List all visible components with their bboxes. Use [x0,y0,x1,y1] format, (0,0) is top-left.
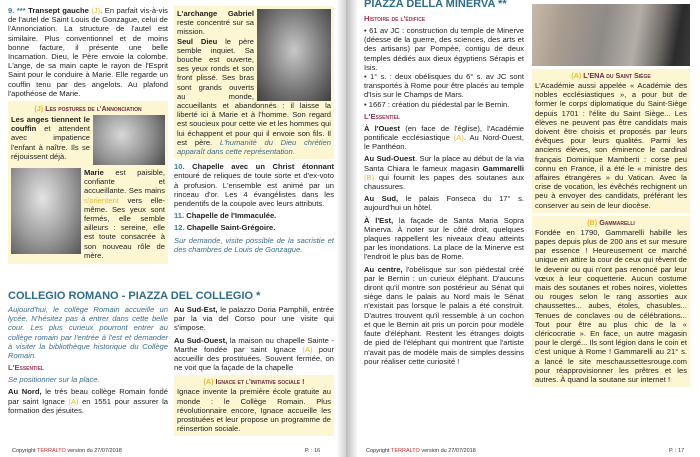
left-page-column-2-top [174,6,334,257]
gabriel-paragraph: L'archange Gabriel reste concentré sur sa mission. [177,9,254,37]
page-17 [346,0,700,457]
histoire-list [364,26,524,109]
ena-box-text: L'Académie aussi appelée « Académie des nobles ecclésiastiques », a pour but de former le corps diplomatique du Saint-Siège depuis 1701 : l'élite du Saint Siège... Les élèves ne peuvent pas être candidats mais doivent être choisis et proposés par leurs évêques pour leurs qualités. Parmi les anciens élèves, son éminence le cardinal français Dominique Mamberti : corse peu connu en France, il a été le « ministre des affaires étrangères » du Vatican. Avec la crise de vocation, les évêchés rechignent un peu à envoyer des candidats, préférant les conserver au sein de leur diocèse. [535,81,687,210]
footer-copyright-right: Copyright TERRALTO version du 27/07/2018 [366,448,476,454]
page-number-left: P. : 16 [305,448,321,454]
gutter-shadow [336,0,346,457]
annonciation-box [8,101,168,264]
annonciation-box-title: (J) Les postures de l'Annonciation [34,104,142,114]
right-page-column-1 [364,0,524,369]
elephant-obelisk-photo [532,4,690,66]
dieu-paragraph: Seul Dieu le père semble inquiet. Sa bouche est ouverte, ses yeux ronds et son front plissé. Ses bras sont grands ouverts au monde, accueillants et abandonnés : il laisse la liberté ici à Marie et à l'homme. Son regard est soucieux pour cette vie et les hommes qui lui échappent et pour qui il envoie son fils. Il est père. L'humanité du Dieu chrétien apparaît dans cette représentation. [177,36,331,157]
page-16 [0,0,346,457]
ignace-box [174,375,334,436]
collegio-essentiel-label: L'Essentiel [8,363,44,373]
minerva-sud: Au Sud, le palais Fonseca du 17° s. aujourd'hui un hôtel. [364,194,524,213]
ena-box-title: (A) L'ENA du Saint Siège [571,71,651,80]
page-number-right: P. : 17 [669,448,685,454]
anges-paragraph: Les anges tiennent le couffin et attendent avec impatience l'enfant à naître. Ils se réjouissent déjà. [11,115,165,165]
histoire-item: • 1667 : création du piédestal par le Bernin. [364,99,510,109]
minerva-est: À l'Est, la façade de Santa Maria Sopra Minerva. À noter sur le côté droit, quelques plaques rappellent les niveaux d'eau atteints par les inondations. La place de la Minerve est l'endroit le plus bas de Rome. [364,215,524,262]
minerva-centre: Au centre, l'obélisque sur son piédestal créé par le Bernin : un curieux éléphant. D'aucuns diront qu'il montre son postérieur au Sénat qui siège dans le palais au Nord mais le Sénat n'existait pas lorsque le palais a été construit. D'autres trouvent qu'il ressemble à un cochon et que le Bernin ait pris un porcin pour modèle faute d'éléphant. Restent les étranges doigts de pied de l'éléphant qui montrent que l'artiste n'avait pas de modèle mais de simples dessins pour réaliser cette curiosité ! [364,264,524,366]
collegio-column-1 [8,305,168,418]
collegio-heading: COLLEGIO ROMANO - PIAZZA DEL COLLEGIO * [8,290,261,302]
ignace-box-title: (A) Ignace et l'initiative sociale ! [203,377,305,387]
minerva-ouest: À l'Ouest (en face de l'église), l'Académie pontificale ecclésiastique (A). Au Nord-Ouest, le Panthéon. [364,123,524,152]
collegio-column-2 [174,305,334,439]
marie-paragraph: Marie est paisible, confiante et accueillante. Ses mains s'orientent vers elle-même. Ses yeux sont fermés, elle semble ailleurs : sereine, elle est toute consacrée à son nouveau rôle de mère. [11,168,165,260]
histoire-item: • 1° s. : deux obélisques du 6° s. av JC sont transportés à Rome pour être placés au temple d'Isis sur le Champs de Mars. [364,72,524,100]
collegio-intro: Aujourd'hui, le collège Romain accueille un lycée. N'hésitez pas à entrer dans cette belle cour. Les plus curieux pourront entrer au collège romain par l'entrée à l'est et demander à visiter la bibliothèque historique du Collège Romain. [8,305,168,361]
histoire-label: Histoire de l'édifice [364,14,426,23]
minerva-essentiel-label: L'Essentiel [364,111,400,121]
item-11-immaculee: 11. Chapelle de l'Immaculée. [174,211,277,221]
histoire-item: • 61 av JC : construction du temple de Minerve (déesse de la guerre, des sciences, des arts et des artisans) par Pompée, contigu de deux temples dédiés aux dieux égyptiens Sérapis et Isis. [364,26,524,72]
collegio-nord: Au Nord, le très beau collège Romain fondé par saint Ignace (A) en 1551 pour assurer la formation des jésuites. [8,387,168,415]
collegio-sud-est: Au Sud-Est, le palazzo Doria Pamphili, entrée par la via del Corso pour une visite qui s'impose. [174,305,335,333]
sacristie-note: Sur demande, visite possible de la sacristie et des chambres de Louis de Gonzague. [174,235,334,254]
item-10-chapelle-christ: 10. Chapelle avec un Christ étonnant entouré de reliques de toute sorte et d'ex-voto à profusion. L'ensemble est animé par un rinceau d'or. Les 4 évangélistes dans les pendentifs de la coupole avec leurs attributs. [174,162,334,209]
gutter-shadow [346,0,358,457]
collegio-sud-ouest: Au Sud-Ouest, la maison ou chapelle Sainte -Marthe fondée par saint Ignace (A) pour accueillir des prostituées. Souvent fermée, on ne voit que la façade de la chapelle [174,335,335,373]
left-page-column-1-top [8,6,168,267]
gammarelli-box-title: (B) Gammarelli [587,217,635,227]
annonciation-box-continued [174,6,334,159]
minerva-heading: PIAZZA DELLA MINERVA ** [364,0,507,10]
angels-photo [93,115,165,165]
footer-copyright-left: Copyright TERRALTO version du 27/07/2018 [12,448,122,454]
minerva-sud-ouest: Au Sud-Ouest. Sur la place au début de la via Santa Chiara le fameux magasin Gammarelli (B) qui fournit les papes des soutanes aux chaussures. [364,154,525,192]
ignace-box-text: Ignace invente la première école gratuite au monde : le Collège Romain. Plus révolutionnaire encore, Ignace accueille les prostituées et leur propose un programme de réinsertion sociale. [177,387,331,434]
gammarelli-box-text: Fondée en 1790, Gammarelli habille les papes depuis plus de 200 ans et sur mesure par essence ! Heureusement ce marché unique en attire la cour de ceux qui rêvent de le devenir ou qui n'ont pas renoncé par leur vœux à leur coquetterie. Aucun costume mais des soutanes et robes noires, violettes ou rouges selon le rang assorties aux chaussettes... aubes, étoles, chasubles... Tenues de conclaves ou de célébrations... Tout pour être au plus chic de la « cléricocratie ». En face, un autre magasin pour le clergé... Ils sont légion dans le coin et c'est unique à Rome ! Gammarelli au 21° s. a lancé le site meschaussettesrouge.com pour réapprovisionner les prêtres et les autres. À quand la soutane sur internet ! [535,227,687,385]
marie-photo [11,168,81,254]
ena-box [532,69,690,213]
item-12-saint-gregoire: 12. Chapelle Saint-Grégoire. [174,223,276,233]
gammarelli-box [532,216,690,387]
dieu-pere-photo [257,9,331,101]
collegio-essentiel-sub: Se positionner sur la place. [8,375,100,385]
item-9-transept-gauche: 9. *** Transept gauche (J). En parfait vis-à-vis de l'autel de Saint Louis de Gonzague, celui de l'Annonciation. La structure de l'autel est similaire. Plus conventionnel et de moins bonne facture, il présente une belle Incarnation. Dieu, le Père envoie la colombe. L'ange, de sa main capte le rayon de l'Esprit Saint pour le conduire à Marie. Elle regarde un couffin tenu par des angelots. Au plafond l'apothéose de Marie. [8,6,168,98]
right-page-column-2 [532,4,690,390]
